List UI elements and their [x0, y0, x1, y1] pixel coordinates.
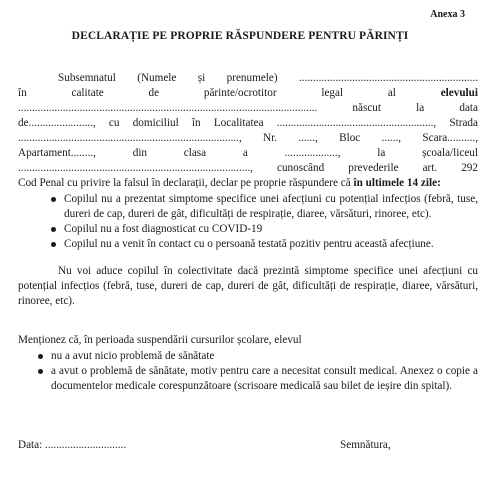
condition-item: Copilul nu a venit în contact cu o persoană testată pozitiv pentru această afecțiune.	[18, 237, 478, 252]
mention-paragraph: Menționez că, în perioada suspendării cursurilor școlare, elevul	[18, 334, 302, 346]
health-option-item: a avut o problemă de sănătate, motiv pentru care a necesitat consult medical. Anexez o copie a documentelor medicale corespunzătoare (scrisoare medicală sau bilet de ieșire din spital).	[18, 364, 478, 394]
declarant-line: ..................................................................................., cunoscând prevederile art. 292	[18, 162, 478, 174]
declarant-line: Apartament........, din clasa a ..................., la școala/liceul	[18, 147, 478, 159]
declarant-line: ........................................................................................................... născut la data	[18, 102, 478, 114]
declarant-line: ..............................................................................., Nr. ......, Bloc ......, Scara..........,	[18, 132, 478, 144]
health-options-list	[18, 349, 478, 394]
document-title: DECLARAȚIE PE PROPRIE RĂSPUNDERE PENTRU PĂRINȚI	[71, 30, 409, 42]
date-field: Data: .............................	[18, 439, 127, 451]
condition-item: Copilul nu a prezentat simptome specifice unei afecțiuni cu potențial infecțios (febră, tuse, dureri de cap, dureri de gât, dificultăți de respirație, diaree, vărsături, rinoree, etc).	[18, 192, 478, 222]
declarant-line: de......................., cu domiciliul în Localitatea ........................................................, Strada	[18, 117, 478, 129]
declarant-paragraph	[18, 71, 478, 191]
conditions-list	[18, 192, 478, 252]
commitment-paragraph: Nu voi aduce copilul în colectivitate dacă prezintă simptome specifice unei afecțiuni cu potențial infecțios (febră, tuse, dureri de cap, dureri de gât, dificultăți de respirație, diaree, vărsături, rinoree, etc).	[18, 265, 478, 307]
signature-field: Semnătura,	[340, 439, 391, 451]
health-option-item: nu a avut nicio problemă de sănătate	[18, 349, 478, 364]
condition-item: Copilul nu a fost diagnosticat cu COVID-19	[18, 222, 478, 237]
declarant-line: în calitate de părinte/ocrotitor legal al elevului	[18, 87, 478, 99]
annex-label: Anexa 3	[430, 9, 465, 20]
declarant-line: Cod Penal cu privire la falsul în declarații, declar pe proprie răspundere că în ultimele 14 zile:	[18, 177, 441, 189]
declarant-line: Subsemnatul (Numele și prenumele) ................................................................	[58, 72, 478, 84]
